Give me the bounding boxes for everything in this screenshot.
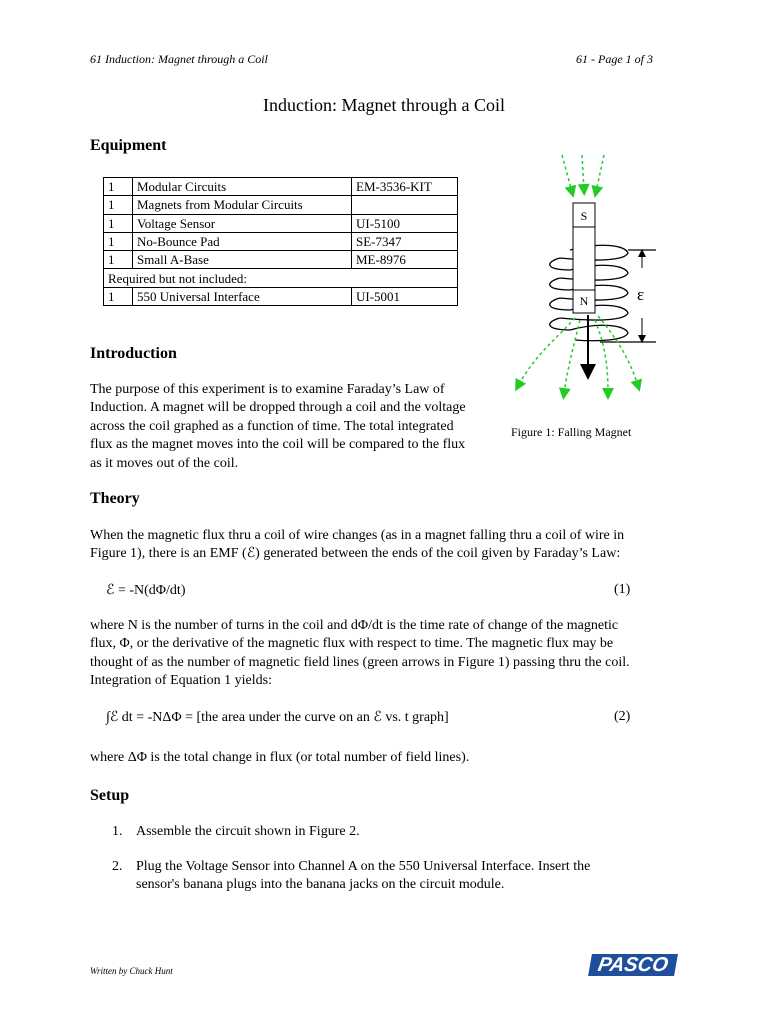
falling-magnet-figure — [500, 150, 680, 410]
text-line: Induction. A magnet will be dropped through a coil and the voltage — [90, 400, 466, 416]
list-number: 2. — [112, 859, 123, 874]
desc-cell: Magnets from Modular Circuits — [133, 196, 352, 214]
text-line: across the coil graphed as a function of time. The total integrated — [90, 418, 454, 434]
equation-1-number: (1) — [614, 582, 631, 597]
text-line: as it moves out of the coil. — [90, 455, 239, 471]
field-line-arrow — [596, 155, 604, 192]
author-credit: Written by Chuck Hunt — [90, 966, 173, 976]
magnet-south-label: S — [580, 209, 588, 223]
qty-cell: 1 — [104, 214, 133, 232]
text-line: The purpose of this experiment is to examine Faraday’s Law of — [90, 382, 445, 397]
table-row — [104, 214, 458, 232]
desc-cell: 550 Universal Interface — [133, 287, 352, 305]
part-cell: EM-3536-KIT — [352, 178, 458, 196]
text-line: where N is the number of turns in the coil and dΦ/dt is the time rate of change of the magnetic — [90, 618, 619, 633]
text-line: thought of as the number of magnetic field lines (green arrows in Figure 1) passing thru the coil. — [90, 654, 630, 670]
list-text — [136, 858, 656, 895]
qty-cell: 1 — [104, 178, 133, 196]
equation-2-number: (2) — [614, 709, 631, 724]
part-cell: UI-5001 — [352, 287, 458, 305]
part-cell — [352, 196, 458, 214]
part-cell: ME-8976 — [352, 251, 458, 269]
text-line: Plug the Voltage Sensor into Channel A on the 550 Universal Interface. Insert the — [136, 859, 591, 874]
list-number: 1. — [112, 824, 123, 839]
desc-cell: Small A-Base — [133, 251, 352, 269]
theory-paragraph-3: where ΔΦ is the total change in flux (or total number of field lines). — [90, 750, 470, 765]
qty-cell: 1 — [104, 196, 133, 214]
table-row — [104, 287, 458, 305]
desc-cell: No-Bounce Pad — [133, 232, 352, 250]
list-text: Assemble the circuit shown in Figure 2. — [136, 824, 360, 839]
part-cell: UI-5100 — [352, 214, 458, 232]
text-line: Integration of Equation 1 yields: — [90, 673, 272, 689]
field-line-arrow — [564, 320, 580, 394]
qty-cell: 1 — [104, 232, 133, 250]
introduction-paragraph — [90, 381, 466, 473]
magnet-north-label: N — [579, 294, 589, 308]
theory-paragraph-2 — [90, 617, 630, 691]
running-header-page: 61 - Page 1 of 3 — [576, 52, 653, 66]
text-line: sensor's banana plugs into the banana jacks on the circuit module. — [136, 877, 505, 893]
text-line: flux as the magnet moves into the coil will be compared to the flux — [90, 437, 466, 453]
document-title: Induction: Magnet through a Coil — [263, 95, 505, 115]
equipment-table — [103, 177, 458, 306]
equipment-heading: Equipment — [90, 137, 167, 154]
equation-1: ℰ = -N(dΦ/dt) — [106, 583, 186, 598]
desc-cell: Modular Circuits — [133, 178, 352, 196]
setup-list — [112, 823, 672, 903]
introduction-heading: Introduction — [90, 345, 177, 362]
text-line: Figure 1), there is an EMF (ℰ) generated between the ends of the coil given by Faraday’s Law: — [90, 546, 621, 562]
table-row — [104, 251, 458, 269]
setup-heading: Setup — [90, 787, 130, 804]
equation-2: ∫ℰ dt = -NΔΦ = [the area under the curve on an ℰ vs. t graph] — [106, 710, 449, 725]
table-row — [104, 232, 458, 250]
figure-caption: Figure 1: Falling Magnet — [511, 425, 632, 439]
field-line-arrow — [518, 318, 575, 386]
field-line-arrow — [595, 320, 608, 394]
theory-heading: Theory — [90, 490, 140, 507]
text-line: flux, Φ, or the derivative of the magnetic flux with respect to time. The magnetic flux may be — [90, 636, 614, 652]
part-cell: SE-7347 — [352, 232, 458, 250]
table-row — [104, 178, 458, 196]
qty-cell: 1 — [104, 251, 133, 269]
running-header-title: 61 Induction: Magnet through a Coil — [90, 52, 268, 66]
required-note-cell: Required but not included: — [104, 269, 458, 287]
table-row — [104, 196, 458, 214]
field-line-arrow — [582, 155, 584, 190]
qty-cell: 1 — [104, 287, 133, 305]
text-line: When the magnetic flux thru a coil of wire changes (as in a magnet falling thru a coil of wire in — [90, 528, 625, 543]
pasco-logo: PASCO — [588, 954, 678, 976]
field-line-arrow — [562, 155, 572, 192]
emf-symbol: ε — [637, 285, 645, 304]
table-row — [104, 269, 458, 287]
theory-paragraph-1 — [90, 527, 624, 564]
desc-cell: Voltage Sensor — [133, 214, 352, 232]
